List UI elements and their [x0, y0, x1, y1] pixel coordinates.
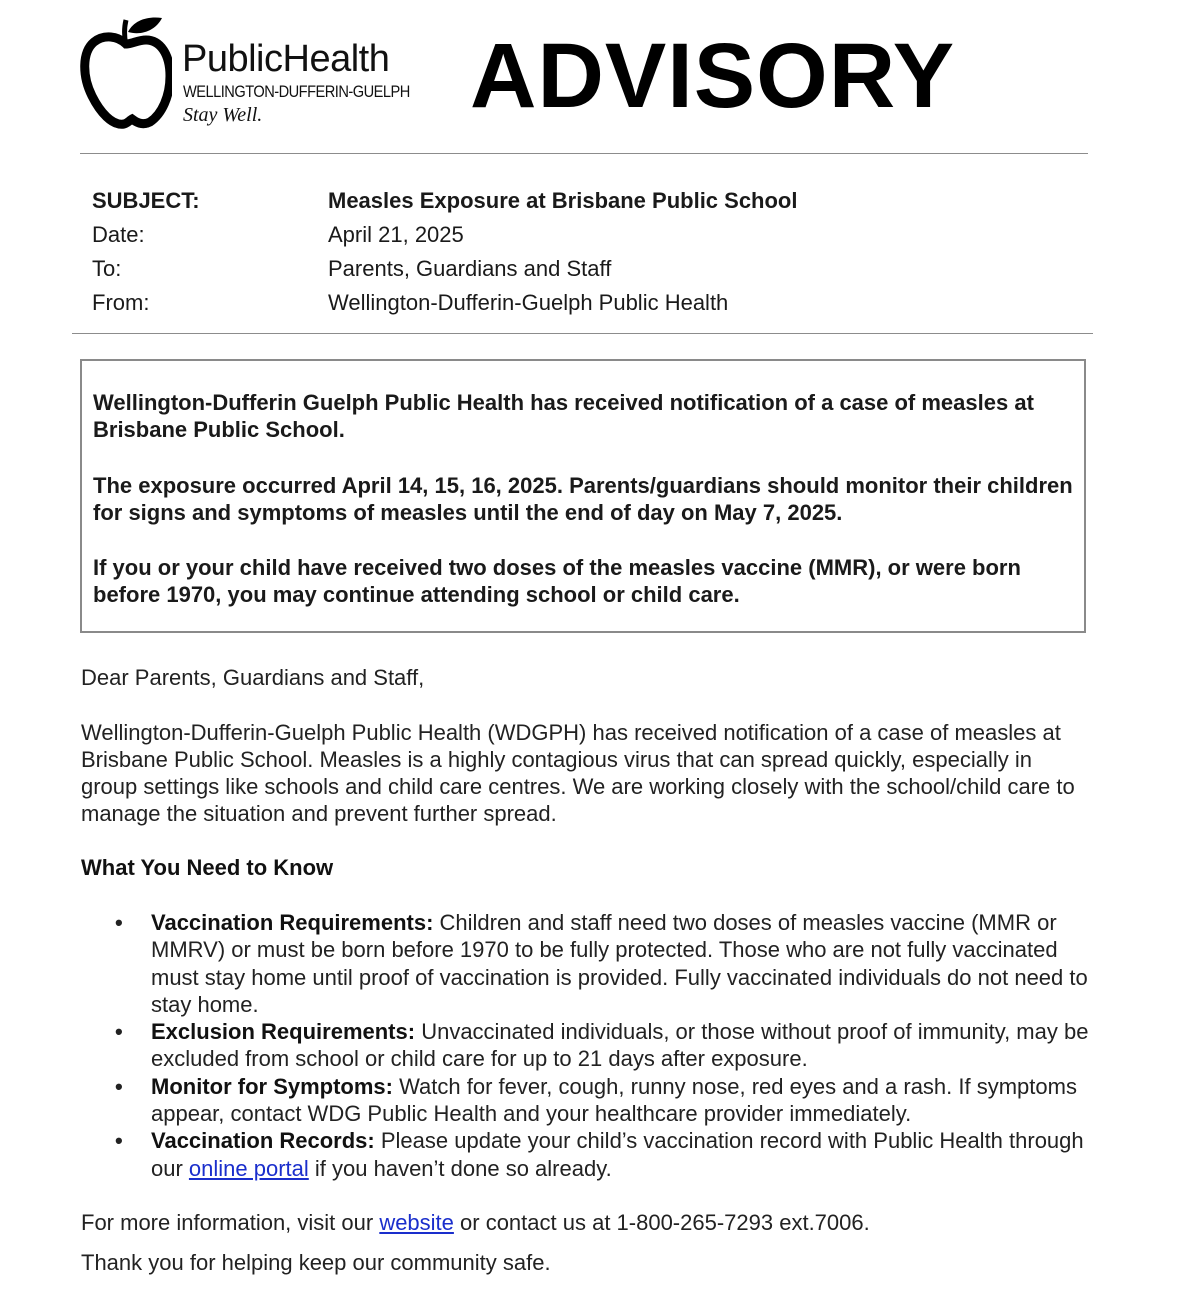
from-value: Wellington-Dufferin-Guelph Public Health: [328, 290, 729, 315]
list-item: [81, 1127, 1091, 1182]
date-label: Date:: [92, 222, 145, 247]
closing-line: Thank you for helping keep our community safe.: [81, 1250, 551, 1275]
section-heading: What You Need to Know: [81, 855, 334, 880]
bullet-icon: •: [115, 1019, 123, 1045]
notice-paragraph-3: If you or your child have received two doses of the measles vaccine (MMR), or were born before 1970, you may continue attending school or child care.: [93, 555, 1021, 607]
notice-paragraph-2: The exposure occurred April 14, 15, 16, 2025. Parents/guardians should monitor their children for signs and symptoms of measles until the end of day on May 7, 2025.: [93, 473, 1073, 525]
list-item: [81, 1018, 1091, 1073]
advisory-title: ADVISORY: [470, 25, 956, 127]
bullet-text-end: if you haven’t done so already.: [308, 1155, 612, 1181]
bullet-text: Please update your child’s vaccination record with Public Health through our: [151, 1128, 1084, 1181]
intro-paragraph: Wellington-Dufferin-Guelph Public Health (WDGPH) has received notification of a case of measles at Brisbane Public School. Measles is a highly contagious virus that can spread quickly, especially in group settings like schools and child care centres. We are working closely with the school/child care to manage the situation and prevent further spread.: [81, 720, 1075, 826]
greeting: Dear Parents, Guardians and Staff,: [81, 665, 425, 690]
bullet-icon: •: [115, 910, 123, 935]
apple-logo-icon: [80, 14, 172, 132]
notice-box: [80, 359, 1086, 633]
subject-value: Measles Exposure at Brisbane Public School: [328, 188, 798, 213]
to-value: Parents, Guardians and Staff: [328, 256, 612, 281]
list-item: [81, 1073, 1091, 1128]
bullet-title: Vaccination Records:: [151, 1128, 375, 1154]
date-row: [92, 222, 1092, 256]
subject-label: SUBJECT:: [92, 188, 200, 213]
bullet-title: Exclusion Requirements:: [151, 1019, 416, 1045]
online-portal-link[interactable]: online portal: [188, 1155, 309, 1181]
subject-row: [92, 188, 1092, 222]
to-row: [92, 256, 1092, 290]
to-label: To:: [92, 256, 122, 281]
bullet-text: Watch for fever, cough, runny nose, red eyes and a rash. If symptoms appear, contact WDG Public Health and your healthcare provider immediately.: [151, 1073, 1077, 1127]
header-divider: [80, 153, 1088, 154]
more-info-line: [81, 1209, 1091, 1236]
bullet-text: Unvaccinated individuals, or those without proof of immunity, may be excluded from school or child care for up to 21 days after exposure.: [151, 1019, 1089, 1072]
org-name: PublicHealth: [182, 38, 390, 80]
list-item: [81, 909, 1091, 1018]
requirements-list: [81, 909, 1091, 1182]
org-region: WELLINGTON-DUFFERIN-GUELPH: [183, 82, 410, 101]
from-row: [92, 290, 1092, 324]
from-label: From:: [92, 290, 150, 315]
bullet-title: Vaccination Requirements:: [151, 910, 434, 935]
more-info-text: For more information, visit our: [81, 1210, 380, 1235]
bullet-title: Monitor for Symptoms:: [151, 1073, 393, 1099]
bullet-icon: •: [115, 1128, 123, 1154]
meta-divider: [72, 333, 1093, 334]
bullet-text: Children and staff need two doses of measles vaccine (MMR or MMRV) or must be born before 1970 to be fully protected. Those who are not fully vaccinated must stay home until proof of vaccination is provided. Fully vaccinated individuals do not need to stay home.: [151, 910, 1088, 1017]
date-value: April 21, 2025: [328, 222, 464, 247]
bullet-icon: •: [115, 1073, 123, 1099]
notice-paragraph-1: Wellington-Dufferin Guelph Public Health has received notification of a case of measles at Brisbane Public School.: [93, 390, 1034, 442]
contact-text: or contact us at 1-800-265-7293 ext.7006.: [453, 1210, 870, 1235]
website-link[interactable]: website: [379, 1210, 454, 1235]
org-tagline: Stay Well.: [183, 104, 263, 126]
